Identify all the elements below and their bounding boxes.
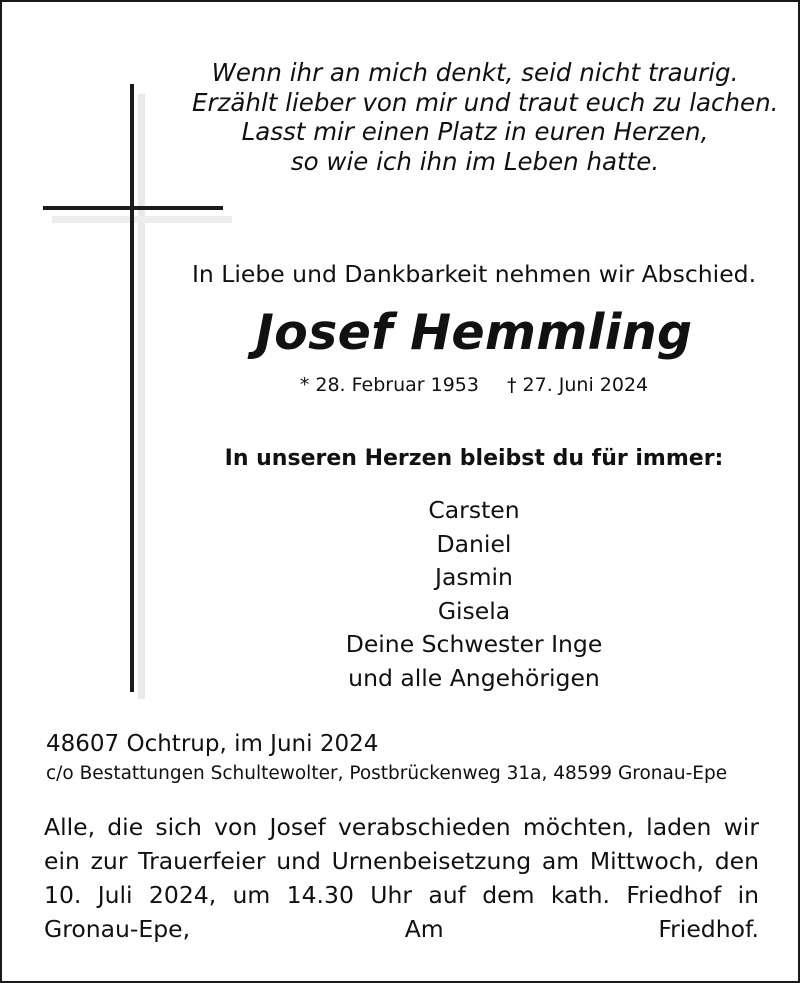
life-dates bbox=[92, 373, 800, 397]
ceremony-invitation: Alle, die sich von Josef verabschieden möchten, laden wir ein zur Trauerfeier und Urnenbeisetzung am Mittwoch, den 10. Juli 2024, um 14.30 Uhr auf dem kath. Friedhof in Gronau-Epe, Am Friedhof. bbox=[44, 813, 759, 943]
death-date: † 27. Juni 2024 bbox=[506, 374, 649, 396]
survivors-heading: In unseren Herzen bleibst du für immer: bbox=[224, 446, 724, 471]
poem-line-2: Erzählt lieber von mir und traut euch zu lachen. bbox=[192, 87, 779, 117]
poem-line-3: Lasst mir einen Platz in euren Herzen, bbox=[241, 117, 709, 146]
list-item: und alle Angehörigen bbox=[348, 663, 600, 692]
memorial-poem bbox=[192, 58, 779, 176]
birth-date: * 28. Februar 1953 bbox=[299, 374, 479, 396]
list-item: Gisela bbox=[437, 596, 511, 625]
cross-horizontal-shadow bbox=[52, 216, 232, 223]
survivors-list bbox=[92, 494, 800, 696]
poem-line-4: so wie ich ihn im Leben hatte. bbox=[290, 146, 660, 176]
list-item: Carsten bbox=[428, 496, 520, 524]
poem-line-1: Wenn ihr an mich denkt, seid nicht traurig. bbox=[211, 58, 739, 87]
funeral-home-address: c/o Bestattungen Schultewolter, Postbrückenweg 31a, 48599 Gronau-Epe bbox=[46, 763, 728, 784]
list-item: Deine Schwester Inge bbox=[345, 630, 603, 659]
cross-horizontal-bar bbox=[43, 206, 223, 210]
deceased-name: Josef Hemmling bbox=[255, 304, 693, 361]
place-and-date: 48607 Ochtrup, im Juni 2024 bbox=[46, 731, 379, 757]
list-item: Daniel bbox=[436, 529, 512, 558]
list-item: Jasmin bbox=[435, 563, 513, 592]
farewell-line: In Liebe und Dankbarkeit nehmen wir Abschied. bbox=[191, 260, 757, 288]
